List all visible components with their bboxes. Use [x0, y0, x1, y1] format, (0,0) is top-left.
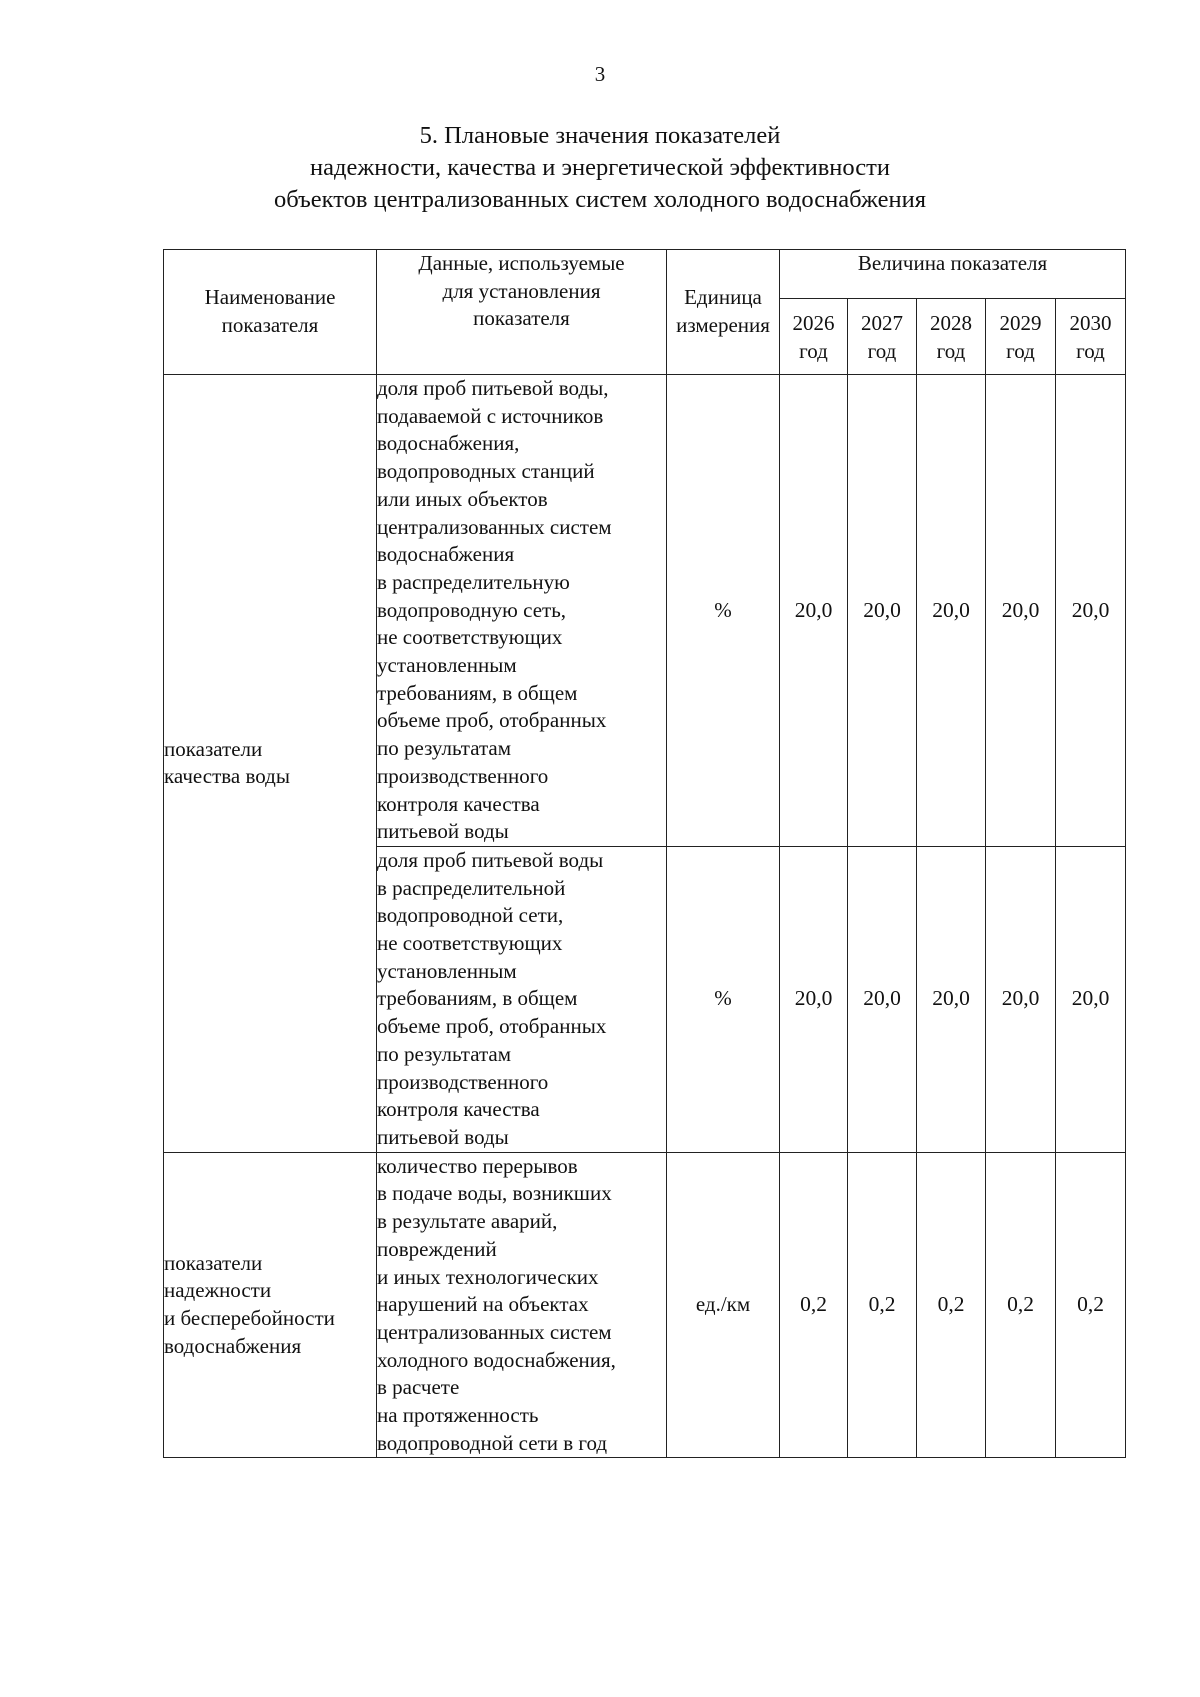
row-description: доля проб питьевой воды, подаваемой с источников водоснабжения, водопроводных станций или иных объектов централизованных систем водоснабжения в распределительную водопроводную сеть, не соответствующих установленным требованиям, в общем объеме проб, отобранных по результатам производственного контроля качества питьевой воды: [377, 375, 667, 847]
row-unit: ед./км: [667, 1152, 780, 1458]
header-year-2030: 2030 год: [1056, 299, 1126, 375]
value-2026: 20,0: [780, 846, 848, 1152]
header-source-data: Данные, используемые для установления показателя: [377, 250, 667, 375]
value-2027: 0,2: [848, 1152, 917, 1458]
header-year-2028: 2028 год: [917, 299, 986, 375]
row-unit: %: [667, 375, 780, 847]
row-description: количество перерывов в подаче воды, возникших в результате аварий, повреждений и иных технологических нарушений на объектах централизованных систем холодного водоснабжения, в расчете на протяженность водопроводной сети в год: [377, 1152, 667, 1458]
page-number: 3: [594, 62, 606, 86]
header-indicator-name: Наименование показателя: [164, 250, 377, 375]
group-name-water-quality: показатели качества воды: [164, 375, 377, 1153]
value-2028: 0,2: [917, 1152, 986, 1458]
header-year-2026: 2026 год: [780, 299, 848, 375]
group-name-reliability: показатели надежности и бесперебойности водоснабжения: [164, 1152, 377, 1458]
document-heading: [0, 120, 1200, 216]
table-row: [164, 1152, 1126, 1458]
header-unit: Единица измерения: [667, 250, 780, 375]
table-row: [164, 375, 1126, 847]
value-2026: 20,0: [780, 375, 848, 847]
header-row-top: [164, 250, 1126, 299]
value-2030: 20,0: [1056, 846, 1126, 1152]
value-2029: 20,0: [986, 846, 1056, 1152]
header-indicator-value: Величина показателя: [780, 250, 1126, 299]
value-2027: 20,0: [848, 375, 917, 847]
header-year-2027: 2027 год: [848, 299, 917, 375]
heading-line-3: объектов централизованных систем холодного водоснабжения: [274, 186, 926, 213]
value-2030: 0,2: [1056, 1152, 1126, 1458]
value-2029: 20,0: [986, 375, 1056, 847]
value-2028: 20,0: [917, 375, 986, 847]
indicators-table: [163, 249, 1126, 1458]
heading-line-1: 5. Плановые значения показателей: [419, 122, 781, 149]
header-year-2029: 2029 год: [986, 299, 1056, 375]
value-2027: 20,0: [848, 846, 917, 1152]
row-description: доля проб питьевой воды в распределительной водопроводной сети, не соответствующих установленным требованиям, в общем объеме проб, отобранных по результатам производственного контроля качества питьевой воды: [377, 846, 667, 1152]
heading-line-2: надежности, качества и энергетической эффективности: [310, 154, 890, 181]
value-2030: 20,0: [1056, 375, 1126, 847]
value-2028: 20,0: [917, 846, 986, 1152]
value-2029: 0,2: [986, 1152, 1056, 1458]
row-unit: %: [667, 846, 780, 1152]
value-2026: 0,2: [780, 1152, 848, 1458]
